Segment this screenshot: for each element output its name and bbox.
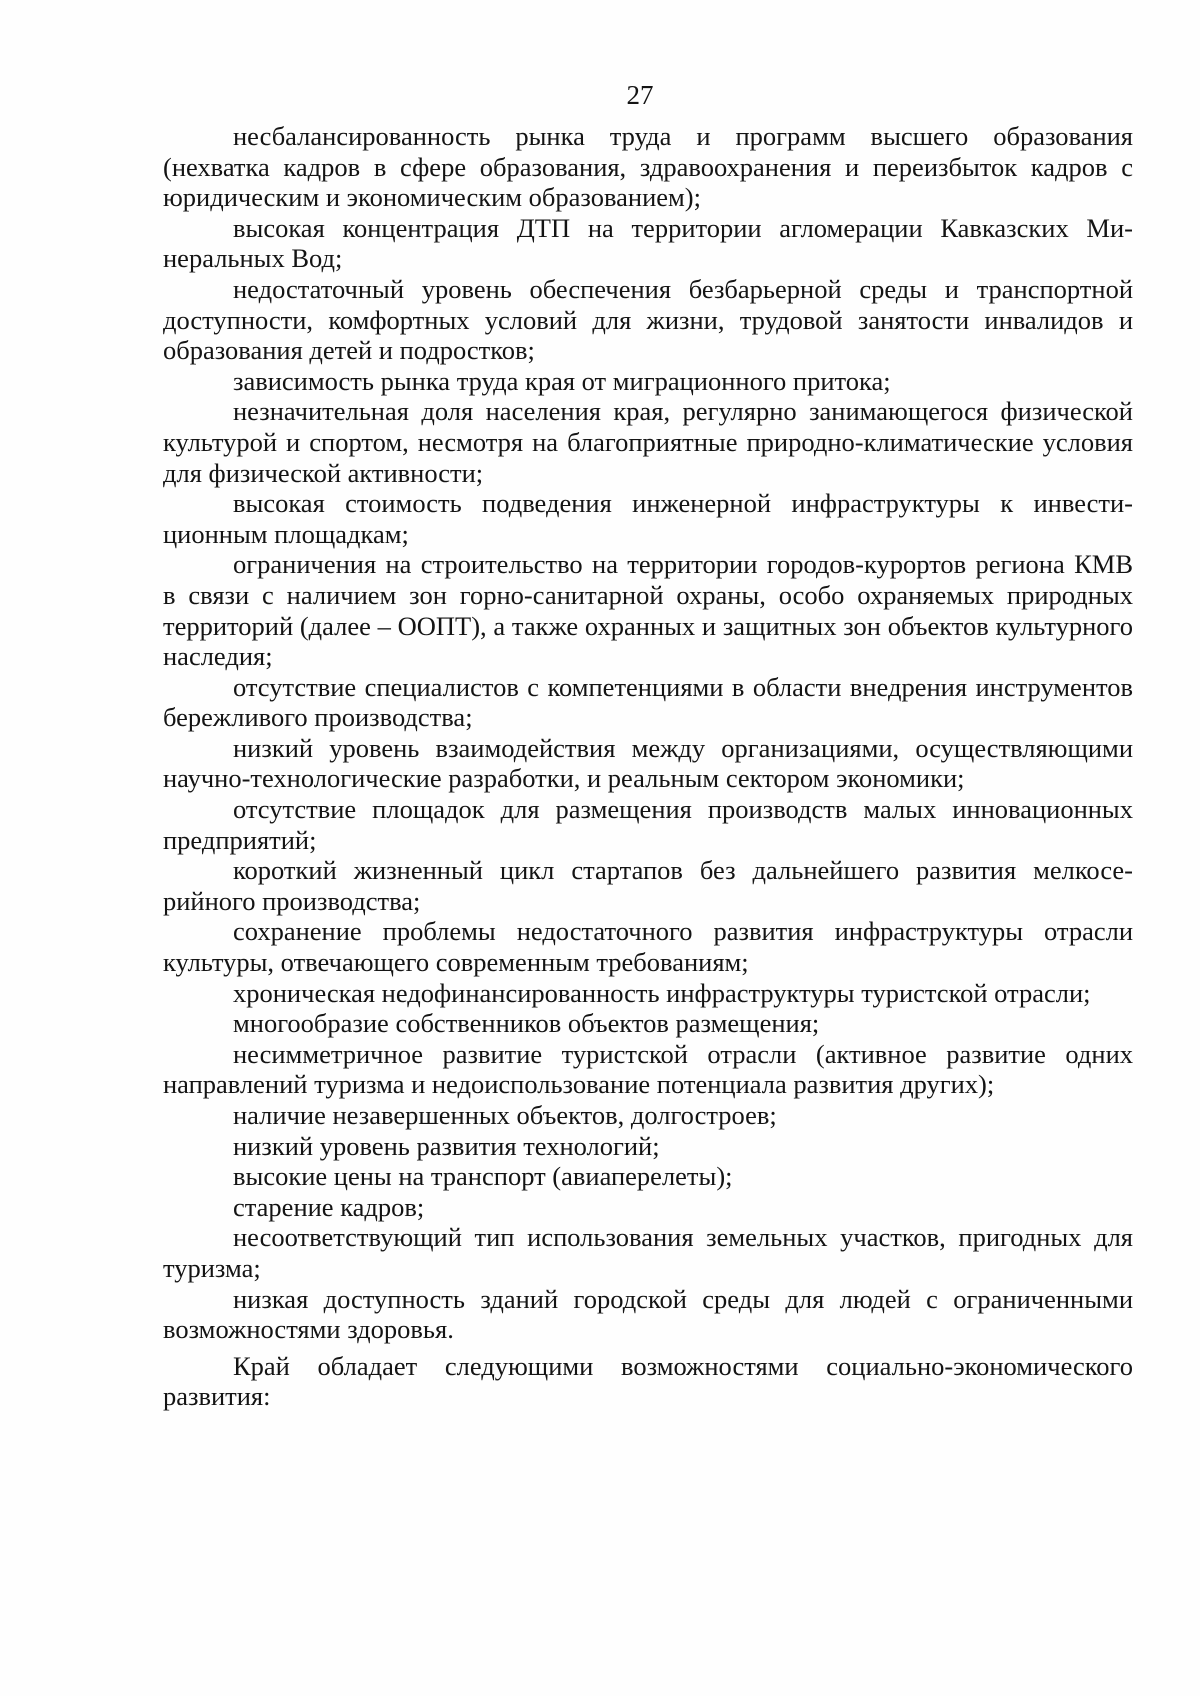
paragraph: короткий жизненный цикл стартапов без дальнейшего развития мелкосерийного производства; (163, 855, 1133, 916)
paragraph: высокая стоимость подведения инженерной инфраструктуры к инвестиционным площадкам; (163, 488, 1133, 549)
text-body (163, 121, 1133, 1412)
paragraph: многообразие собственников объектов размещения; (233, 1008, 820, 1039)
paragraph: старение кадров; (233, 1191, 425, 1222)
paragraph: высокие цены на транспорт (авиаперелеты); (233, 1161, 733, 1192)
paragraph: ограничения на строительство на территории городов-курортов региона КМВ в связи с наличием зон горно-санитарной охраны, особо охраняемых природных территорий (далее – ООПТ), а также охранных и защитных зон объектов культурного наследия; (163, 549, 1133, 672)
paragraph: низкая доступность зданий городской среды для людей с ограниченными возможностями здоровья. (163, 1283, 1133, 1345)
paragraph: сохранение проблемы недостаточного развития инфраструктуры отрасли культуры, отвечающего современным требованиям; (163, 916, 1133, 978)
paragraph: несимметричное развитие туристской отрасли (активное развитие одних направлений туризма и недоиспользование потенциала развития других); (163, 1038, 1133, 1100)
closing-paragraph: Край обладает следующими возможностями социально-экономического развития: (163, 1350, 1133, 1412)
paragraph: отсутствие специалистов с компетенциями в области внедрения инструментов бережливого производства; (163, 671, 1133, 733)
paragraph: низкий уровень развития технологий; (233, 1130, 660, 1161)
paragraph: зависимость рынка труда края от миграционного притока; (233, 365, 891, 396)
paragraph: низкий уровень взаимодействия между организациями, осуществляющими научно-технологические разработки, и реальным сектором экономики; (163, 732, 1133, 794)
paragraph: незначительная доля населения края, регулярно занимающегося физической культурой и спортом, несмотря на благоприятные природно-климатические условия для физической активности; (163, 396, 1133, 488)
paragraph: отсутствие площадок для размещения производств малых инновационных предприятий; (163, 794, 1133, 855)
paragraph: хроническая недофинансированность инфраструктуры туристской отрасли; (233, 977, 1091, 1008)
paragraph: недостаточный уровень обеспечения безбарьерной среды и транспортной доступности, комфортных условий для жизни, трудовой занятости инвалидов и образования детей и подростков; (163, 273, 1133, 366)
paragraph: несоответствующий тип использования земельных участков, пригодных для туризма; (163, 1222, 1133, 1283)
page-number: 27 (626, 80, 654, 110)
paragraph: несбалансированность рынка труда и программ высшего образования (нехватка кадров в сфере образования, здравоохранения и переизбыток кадров с юридическим и экономическим образованием); (163, 121, 1133, 213)
paragraph: наличие незавершенных объектов, долгостроев; (233, 1100, 777, 1130)
paragraph: высокая концентрация ДТП на территории агломерации Кавказских Минеральных Вод; (163, 212, 1133, 274)
